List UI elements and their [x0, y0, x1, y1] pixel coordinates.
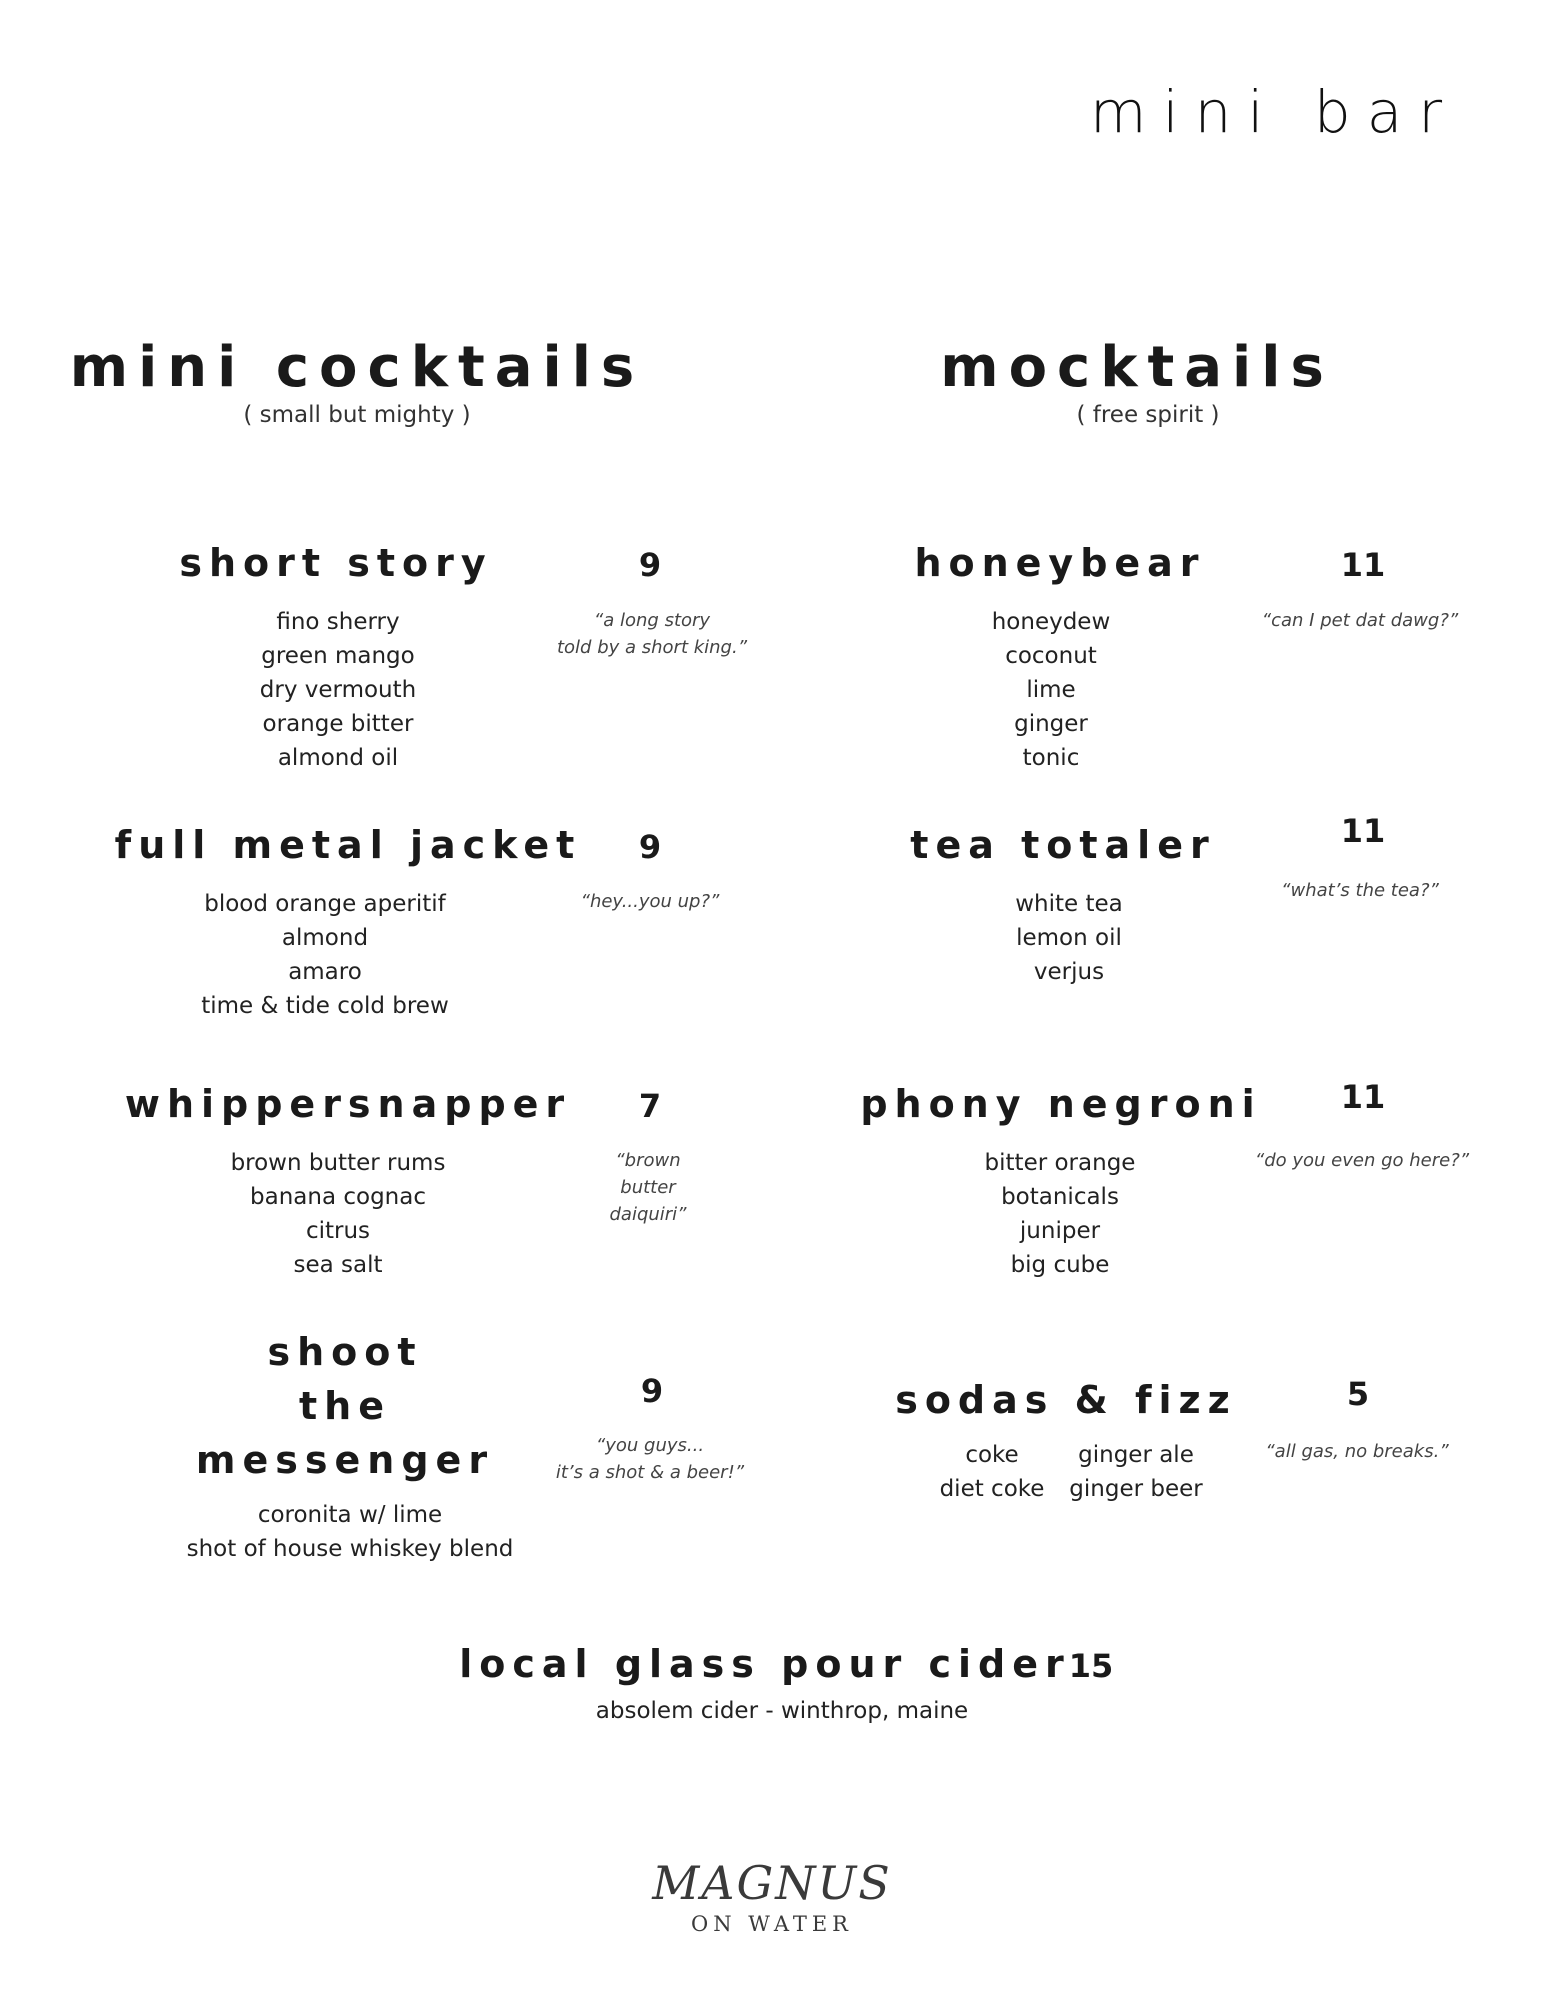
- mocktails-title: mocktails: [940, 335, 1334, 400]
- quote-line: it’s a shot & a beer!”: [555, 1462, 745, 1483]
- ingredient: blood orange aperitif: [204, 891, 446, 917]
- ingredient: green mango: [261, 643, 415, 669]
- drink-price: 11: [1340, 812, 1386, 850]
- soda-item: ginger ale: [1078, 1442, 1194, 1468]
- ingredient: almond oil: [277, 745, 399, 771]
- ingredient: dry vermouth: [259, 677, 417, 703]
- quote-line: daiquiri”: [609, 1204, 687, 1225]
- soda-item: coke: [965, 1442, 1019, 1468]
- ingredient: lime: [1026, 677, 1076, 703]
- drink-name-line: the: [299, 1384, 391, 1428]
- ingredient-list: [231, 1146, 446, 1282]
- quote-line: “all gas, no breaks.”: [1265, 1441, 1449, 1462]
- ingredient-list: [985, 1146, 1136, 1282]
- ingredient: citrus: [305, 1218, 371, 1244]
- drink-price: 9: [640, 1372, 664, 1410]
- ingredient: banana cognac: [250, 1184, 426, 1210]
- quote-line: told by a short king.”: [556, 637, 748, 658]
- drink-name-line: messenger: [195, 1438, 495, 1482]
- mini-cocktails-subtitle: ( small but mighty ): [243, 402, 471, 428]
- quote-line: “what’s the tea?”: [1281, 880, 1439, 901]
- cider-price: 15: [1068, 1647, 1114, 1685]
- soda-list-left: [940, 1438, 1045, 1506]
- ingredient: bitter orange: [984, 1150, 1136, 1176]
- drink-quote: [609, 1147, 686, 1228]
- drink-name-cider: local glass pour cider: [459, 1642, 1071, 1686]
- drink-price: 5: [1346, 1375, 1370, 1413]
- drink-quote: [556, 1432, 744, 1486]
- drink-price: 9: [638, 828, 662, 866]
- ingredient-list: [187, 1498, 514, 1566]
- drink-name-phony-negroni: phony negroni: [860, 1082, 1262, 1126]
- ingredient: orange bitter: [262, 711, 414, 737]
- drink-name-line: shoot: [267, 1330, 423, 1374]
- logo-wordmark: MAGNUS: [652, 1856, 892, 1910]
- ingredient: verjus: [1033, 959, 1105, 985]
- ingredient-list: [201, 887, 449, 1023]
- drink-price: 11: [1340, 546, 1386, 584]
- ingredient: honeydew: [991, 609, 1111, 635]
- drink-name-whippersnapper: whippersnapper: [124, 1082, 572, 1126]
- ingredient: white tea: [1015, 891, 1123, 917]
- ingredient: lemon oil: [1016, 925, 1122, 951]
- drink-price: 7: [638, 1087, 662, 1125]
- ingredient: botanicals: [1001, 1184, 1119, 1210]
- ingredient: sea salt: [293, 1252, 383, 1278]
- quote-line: “a long story: [593, 610, 711, 631]
- ingredient: time & tide cold brew: [201, 993, 449, 1019]
- ingredient: amaro: [288, 959, 362, 985]
- drink-price: 9: [638, 546, 662, 584]
- ingredient: juniper: [1019, 1218, 1101, 1244]
- drink-quote: [557, 607, 747, 661]
- mocktails-subtitle: ( free spirit ): [1076, 402, 1220, 428]
- drink-name-short-story: short story: [179, 541, 493, 585]
- ingredient-list: [992, 605, 1111, 775]
- ingredient: coconut: [1005, 643, 1097, 669]
- ingredient: fino sherry: [276, 609, 400, 635]
- quote-line: “do you even go here?”: [1254, 1150, 1470, 1171]
- drink-name-sodas-and-fizz: sodas & fizz: [895, 1378, 1237, 1422]
- quote-line: butter: [620, 1177, 676, 1198]
- drink-quote: [1262, 607, 1458, 634]
- drink-name-honeybear: honeybear: [914, 541, 1206, 585]
- ingredient: ginger: [1014, 711, 1088, 737]
- drink-price: 11: [1340, 1078, 1386, 1116]
- ingredient: big cube: [1010, 1252, 1110, 1278]
- ingredient: tonic: [1022, 745, 1080, 771]
- page-title: mini bar: [1090, 78, 1459, 146]
- ingredient: shot of house whiskey blend: [186, 1536, 514, 1562]
- logo-subtitle: ON WATER: [691, 1912, 853, 1936]
- drink-name-shoot-the-messenger: [196, 1325, 494, 1487]
- drink-quote: [1255, 1147, 1469, 1174]
- ingredient-list: [1015, 887, 1123, 989]
- ingredient: brown butter rums: [230, 1150, 446, 1176]
- drink-quote: [1265, 1438, 1448, 1465]
- drink-name-tea-totaler: tea totaler: [910, 823, 1216, 867]
- soda-item: ginger beer: [1069, 1476, 1203, 1502]
- ingredient-list: [260, 605, 416, 775]
- quote-line: “you guys...: [595, 1435, 705, 1456]
- ingredient: almond: [281, 925, 369, 951]
- soda-item: diet coke: [939, 1476, 1045, 1502]
- drink-quote: [1281, 877, 1439, 904]
- quote-line: “brown: [615, 1150, 681, 1171]
- magnus-logo: [652, 1858, 892, 1936]
- drink-name-full-metal-jacket: full metal jacket: [114, 823, 582, 867]
- drink-quote: [581, 888, 720, 915]
- mini-cocktails-title: mini cocktails: [69, 335, 645, 400]
- soda-list-right: [1069, 1438, 1202, 1506]
- quote-line: “can I pet dat dawg?”: [1261, 610, 1459, 631]
- quote-line: “hey...you up?”: [580, 891, 720, 912]
- ingredient: coronita w/ lime: [257, 1502, 443, 1528]
- cider-description: absolem cider - winthrop, maine: [595, 1698, 969, 1724]
